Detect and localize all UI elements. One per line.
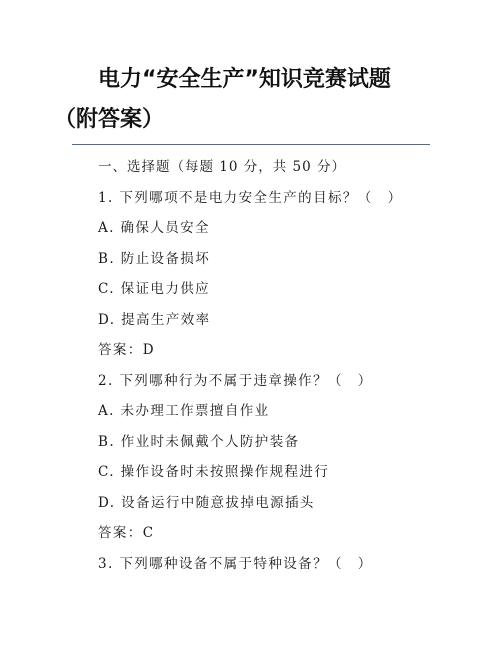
question-1-option-d: D. 提高生产效率	[98, 311, 211, 328]
question-1-option-a: A. 确保人员安全	[98, 220, 210, 236]
title-divider	[72, 144, 430, 145]
question-2-option-d: D. 设备运行中随意拔掉电源插头	[98, 494, 315, 511]
question-2-option-c: C. 操作设备时未按照操作规程进行	[98, 464, 330, 480]
question-1-answer: 答案：D	[98, 342, 155, 358]
question-1-option-b: B. 防止设备损坏	[98, 250, 211, 267]
question-2-stem: 2. 下列哪种行为不属于违章操作？（ ）	[98, 372, 373, 389]
title-line-2: （附答案）	[54, 107, 165, 132]
document-title	[54, 60, 456, 140]
question-2-answer: 答案：C	[98, 525, 155, 541]
title-line-1: 电力“安全生产”知识竞赛试题	[98, 67, 391, 92]
question-2-option-a: A. 未办理工作票擅自作业	[98, 403, 270, 419]
question-1-stem: 1. 下列哪项不是电力安全生产的目标？（ ）	[98, 189, 403, 206]
document-body	[98, 152, 468, 579]
question-3-stem: 3. 下列哪种设备不属于特种设备？（ ）	[98, 555, 373, 572]
section-heading: 一、选择题（每题 10 分，共 50 分）	[98, 159, 347, 175]
question-1-option-c: C. 保证电力供应	[98, 281, 211, 297]
question-2-option-b: B. 作业时未佩戴个人防护装备	[98, 433, 300, 450]
